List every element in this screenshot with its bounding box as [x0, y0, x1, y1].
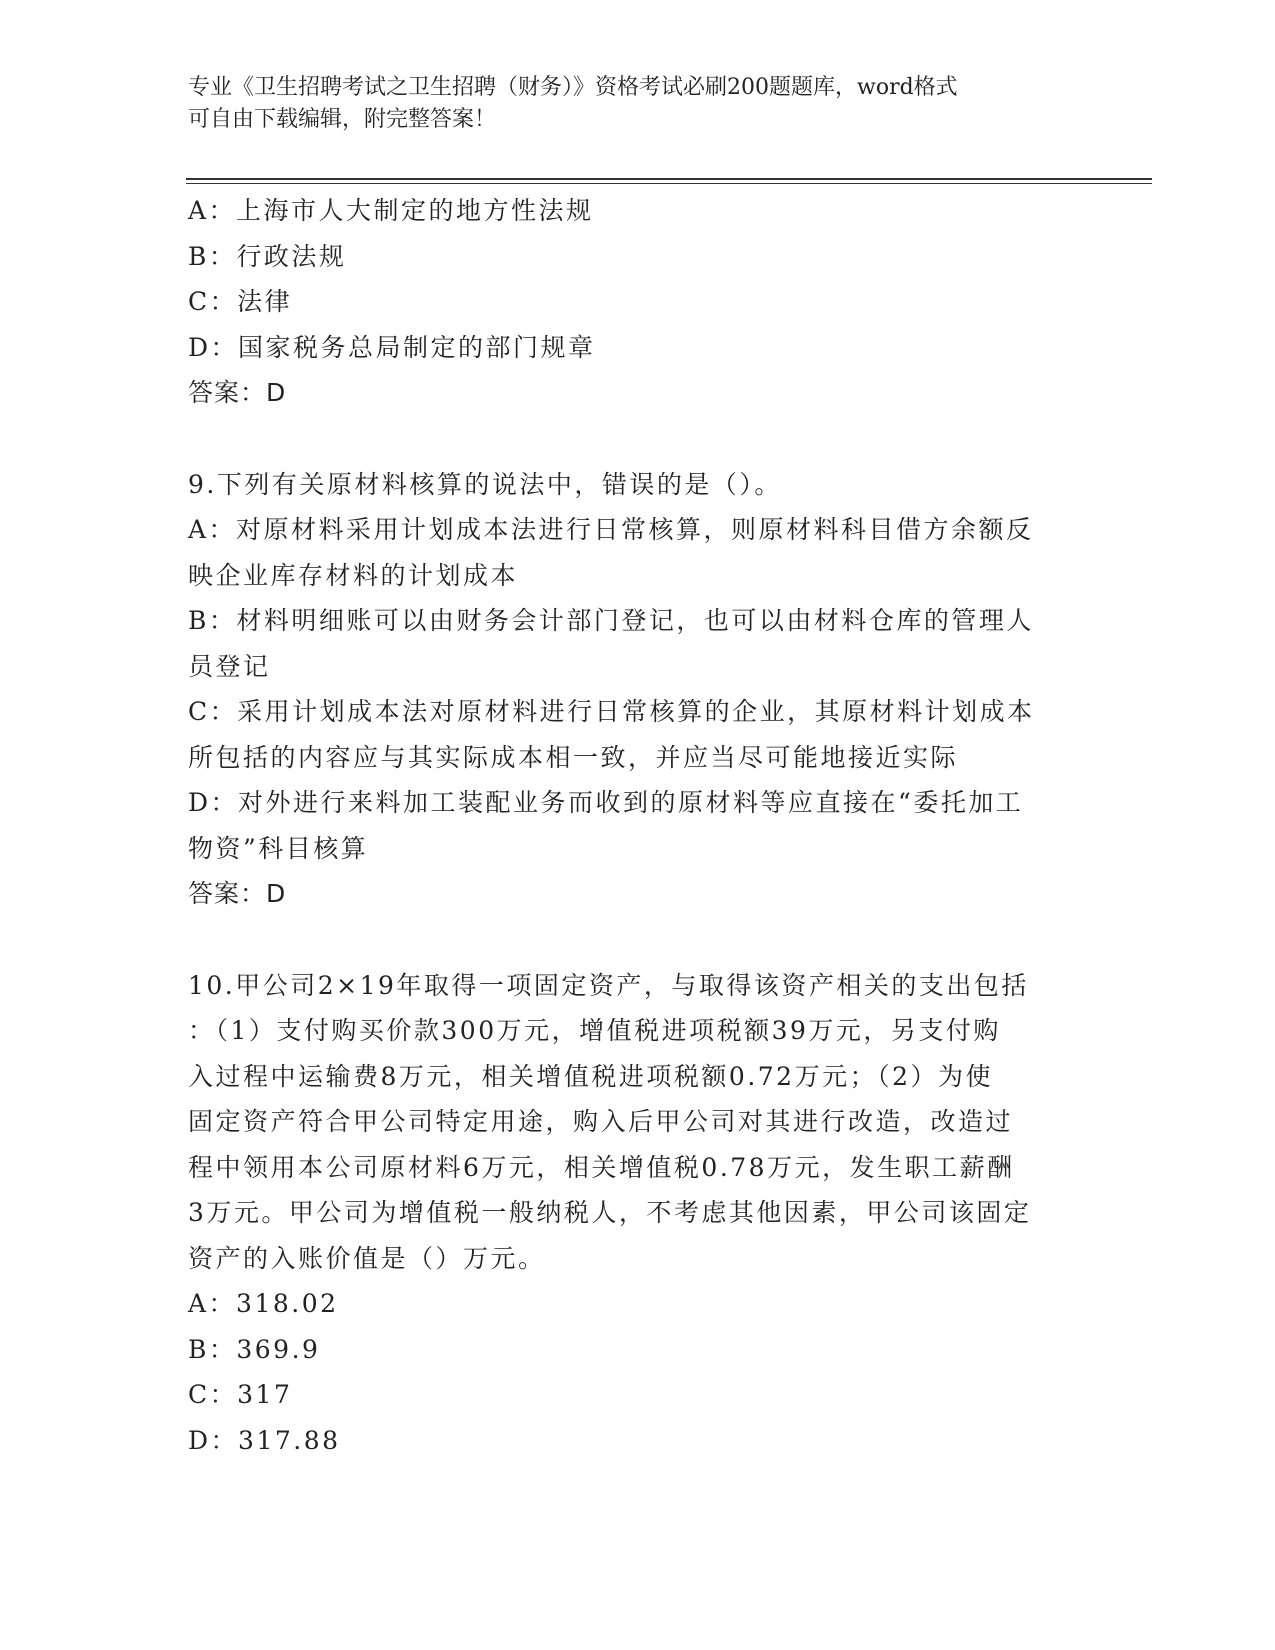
stem-line: 入过程中运输费8万元，相关增值税进项税额0.72万元；（2）为使 — [188, 1061, 993, 1091]
option-b — [188, 598, 1088, 689]
answer: 答案：D — [188, 378, 287, 407]
answer: 答案：D — [188, 879, 287, 908]
question-stem: 9.下列有关原材料核算的说法中，错误的是（）。 — [188, 469, 782, 499]
option-line: 物资”科目核算 — [188, 833, 369, 863]
question-10 — [188, 963, 1088, 1464]
option-line: A：对原材料采用计划成本法进行日常核算，则原材料科目借方余额反 — [188, 515, 1034, 544]
option-a: A：上海市人大制定的地方性法规 — [188, 196, 594, 225]
option-b: B：行政法规 — [188, 241, 347, 271]
option-a: A：318.02 — [188, 1289, 339, 1318]
question-9 — [188, 462, 1088, 917]
header-divider-thin — [186, 183, 1152, 184]
header-divider — [186, 178, 1152, 180]
document-body — [188, 188, 1088, 1463]
spacer — [188, 416, 1088, 462]
option-d: D：国家税务总局制定的部门规章 — [188, 332, 596, 362]
spacer — [188, 917, 1088, 963]
option-d: D：317.88 — [188, 1425, 341, 1455]
stem-line: 资产的入账价值是（）万元。 — [188, 1243, 546, 1273]
option-c — [188, 689, 1088, 780]
option-line: B：材料明细账可以由财务会计部门登记，也可以由材料仓库的管理人 — [188, 606, 1034, 635]
header-line-1: 专业《卫生招聘考试之卫生招聘（财务）》资格考试必刷200题题库，word格式 — [188, 75, 958, 100]
stem-line: 程中领用本公司原材料6万元，相关增值税0.78万元，发生职工薪酬 — [188, 1152, 1015, 1182]
option-d — [188, 780, 1088, 871]
option-line: C：采用计划成本法对原材料进行日常核算的企业，其原材料计划成本 — [188, 697, 1035, 726]
stem-line: 10.甲公司2×19年取得一项固定资产，与取得该资产相关的支出包括 — [188, 970, 1029, 1000]
option-c: C：317 — [188, 1380, 293, 1409]
header-line-2: 可自由下载编辑，附完整答案！ — [188, 107, 497, 132]
option-b: B：369.9 — [188, 1334, 321, 1364]
option-a — [188, 507, 1088, 598]
stem-line: ：（1）支付购买价款300万元，增值税进项税额39万元，另支付购 — [188, 1016, 1001, 1045]
option-c: C：法律 — [188, 287, 293, 316]
option-line: D：对外进行来料加工装配业务而收到的原材料等应直接在“委托加工 — [188, 788, 1024, 817]
option-line: 员登记 — [188, 651, 271, 681]
question-8 — [188, 188, 1088, 416]
document-header — [188, 72, 1068, 136]
option-line: 所包括的内容应与其实际成本相一致，并应当尽可能地接近实际 — [188, 742, 959, 772]
question-stem — [188, 963, 1088, 1282]
stem-line: 固定资产符合甲公司特定用途，购入后甲公司对其进行改造，改造过 — [188, 1107, 1014, 1136]
stem-line: 3万元。甲公司为增值税一般纳税人，不考虑其他因素，甲公司该固定 — [188, 1198, 1032, 1227]
option-line: 映企业库存材料的计划成本 — [188, 560, 519, 590]
